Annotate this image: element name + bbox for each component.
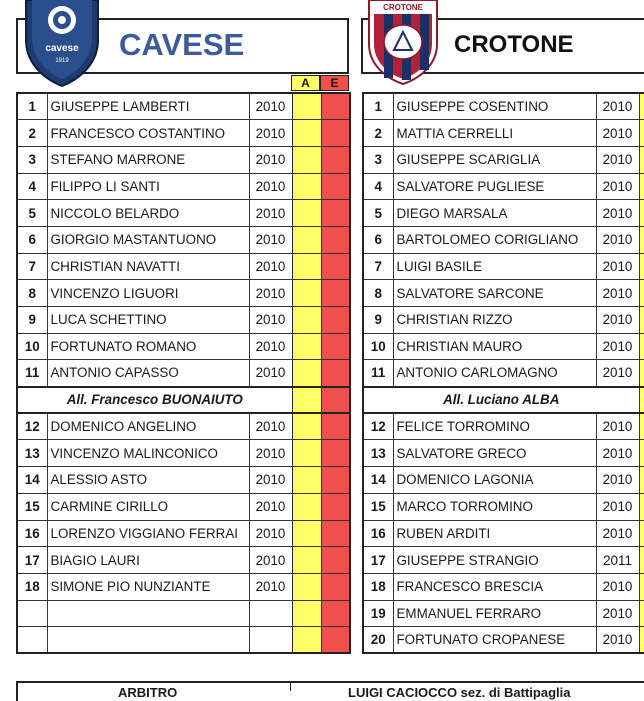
attendance-cell-a <box>292 333 321 360</box>
attendance-cell-a <box>639 93 644 120</box>
player-name: CHRISTIAN MAURO <box>393 333 596 360</box>
attendance-cell-e <box>321 493 350 520</box>
player-name: FILIPPO LI SANTI <box>47 173 249 200</box>
table-row <box>363 600 644 627</box>
player-birth-year: 2010 <box>596 253 639 280</box>
player-birth-year: 2010 <box>249 173 292 200</box>
player-number: 17 <box>363 547 393 574</box>
player-number: 20 <box>363 627 393 654</box>
player-name: VINCENZO MALINCONICO <box>47 440 249 467</box>
player-name: SALVATORE SARCONE <box>393 280 596 307</box>
attendance-cell-a <box>292 253 321 280</box>
cavese-logo <box>22 0 102 88</box>
player-birth-year: 2010 <box>249 280 292 307</box>
coach-row <box>363 387 644 414</box>
player-birth-year: 2010 <box>249 440 292 467</box>
attendance-cell-a <box>639 627 644 654</box>
table-row <box>363 280 644 307</box>
attendance-cell-a <box>639 360 644 387</box>
attendance-cell-e <box>321 333 350 360</box>
player-name: LUIGI BASILE <box>393 253 596 280</box>
table-row <box>17 627 350 654</box>
attendance-cell-e <box>321 280 350 307</box>
attendance-cell-a <box>639 547 644 574</box>
player-name: FORTUNATO CROPANESE <box>393 627 596 654</box>
player-number: 7 <box>17 253 47 280</box>
attendance-cell-a <box>292 520 321 547</box>
player-name: LORENZO VIGGIANO FERRAI <box>47 520 249 547</box>
player-number: 1 <box>17 93 47 120</box>
attendance-cell-a <box>292 573 321 600</box>
table-row <box>17 413 350 440</box>
player-number: 6 <box>17 226 47 253</box>
attendance-cell-a <box>292 467 321 494</box>
player-number: 15 <box>363 493 393 520</box>
player-birth-year: 2010 <box>249 307 292 334</box>
table-row <box>17 573 350 600</box>
attendance-cell-e <box>321 200 350 227</box>
player-number: 16 <box>17 520 47 547</box>
player-name: GIUSEPPE COSENTINO <box>393 93 596 120</box>
player-name <box>47 627 249 654</box>
attendance-cell-a <box>639 226 644 253</box>
player-name: RUBEN ARDITI <box>393 520 596 547</box>
attendance-cell-a <box>639 333 644 360</box>
cavese-logo-text: cavese <box>45 43 79 54</box>
table-row <box>17 93 350 120</box>
player-name: SALVATORE GRECO <box>393 440 596 467</box>
referee-value: LUIGI CACIOCCO sez. di Battipaglia <box>348 685 571 700</box>
player-number: 12 <box>17 413 47 440</box>
player-birth-year: 2010 <box>249 493 292 520</box>
table-row <box>363 226 644 253</box>
attendance-cell-a <box>292 200 321 227</box>
attendance-cell-e <box>321 600 350 627</box>
attendance-cell-a <box>292 226 321 253</box>
attendance-cell-a <box>639 520 644 547</box>
player-birth-year: 2010 <box>596 440 639 467</box>
player-birth-year: 2010 <box>596 333 639 360</box>
table-row <box>363 360 644 387</box>
column-a-header: A <box>291 75 320 91</box>
player-birth-year: 2010 <box>249 226 292 253</box>
player-number: 5 <box>363 200 393 227</box>
player-birth-year: 2010 <box>249 333 292 360</box>
attendance-cell-a <box>639 387 644 414</box>
player-name: STEFANO MARRONE <box>47 146 249 173</box>
attendance-cell-a <box>292 440 321 467</box>
coach-row <box>17 387 350 414</box>
player-number: 13 <box>363 440 393 467</box>
table-row <box>363 146 644 173</box>
attendance-cell-e <box>321 253 350 280</box>
attendance-cell-a <box>639 467 644 494</box>
table-row <box>17 547 350 574</box>
player-birth-year: 2010 <box>596 146 639 173</box>
player-number: 10 <box>363 333 393 360</box>
player-birth-year: 2010 <box>596 307 639 334</box>
coach-name: All. Luciano ALBA <box>363 387 639 414</box>
player-number: 3 <box>17 146 47 173</box>
player-name: GIORGIO MASTANTUONO <box>47 226 249 253</box>
player-number: 17 <box>17 547 47 574</box>
player-name: FORTUNATO ROMANO <box>47 333 249 360</box>
table-row <box>17 520 350 547</box>
table-row <box>17 600 350 627</box>
table-row <box>363 493 644 520</box>
player-name: DOMENICO LAGONIA <box>393 467 596 494</box>
crotone-logo-text: CROTONE <box>383 3 423 12</box>
table-row <box>363 253 644 280</box>
attendance-cell-a <box>639 413 644 440</box>
player-birth-year: 2010 <box>596 573 639 600</box>
player-number: 4 <box>17 173 47 200</box>
player-name <box>47 600 249 627</box>
player-name: SALVATORE PUGLIESE <box>393 173 596 200</box>
away-team-name: CROTONE <box>454 31 574 58</box>
away-roster-table <box>362 92 644 654</box>
player-number: 9 <box>17 307 47 334</box>
table-row <box>17 333 350 360</box>
attendance-cell-a <box>639 440 644 467</box>
player-birth-year: 2010 <box>249 360 292 387</box>
attendance-cell-a <box>639 573 644 600</box>
player-birth-year: 2010 <box>596 467 639 494</box>
player-number: 8 <box>17 280 47 307</box>
player-birth-year: 2010 <box>249 573 292 600</box>
player-birth-year: 2010 <box>596 413 639 440</box>
attendance-cell-e <box>321 120 350 147</box>
table-row <box>17 280 350 307</box>
player-number: 18 <box>17 573 47 600</box>
attendance-cell-a <box>292 173 321 200</box>
player-name: ALESSIO ASTO <box>47 467 249 494</box>
player-birth-year: 2010 <box>249 120 292 147</box>
player-birth-year: 2010 <box>249 93 292 120</box>
attendance-cell-a <box>639 600 644 627</box>
attendance-cell-e <box>321 307 350 334</box>
table-row <box>17 253 350 280</box>
table-row <box>17 493 350 520</box>
attendance-cell-a <box>639 253 644 280</box>
attendance-cell-e <box>321 467 350 494</box>
player-name: FELICE TORROMINO <box>393 413 596 440</box>
player-name: GIUSEPPE LAMBERTI <box>47 93 249 120</box>
player-name: VINCENZO LIGUORI <box>47 280 249 307</box>
attendance-cell-a <box>292 307 321 334</box>
player-birth-year: 2010 <box>249 547 292 574</box>
attendance-cell-a <box>639 493 644 520</box>
player-number <box>17 627 47 654</box>
player-number <box>17 600 47 627</box>
attendance-cell-a <box>639 200 644 227</box>
table-row <box>363 467 644 494</box>
player-name: BIAGIO LAURI <box>47 547 249 574</box>
attendance-cell-e <box>321 226 350 253</box>
attendance-cell-a <box>639 120 644 147</box>
player-number: 18 <box>363 573 393 600</box>
attendance-cell-e <box>321 627 350 654</box>
player-birth-year: 2010 <box>596 226 639 253</box>
player-number: 2 <box>363 120 393 147</box>
table-row <box>363 440 644 467</box>
attendance-cell-a <box>292 93 321 120</box>
player-number: 13 <box>17 440 47 467</box>
table-row <box>363 547 644 574</box>
player-birth-year: 2010 <box>596 493 639 520</box>
attendance-cell-a <box>639 307 644 334</box>
player-number: 6 <box>363 226 393 253</box>
attendance-cell-e <box>321 173 350 200</box>
attendance-cell-a <box>292 360 321 387</box>
attendance-cell-e <box>321 387 350 414</box>
player-birth-year <box>249 627 292 654</box>
cavese-logo-year: 1919 <box>55 58 69 64</box>
attendance-cell-a <box>292 600 321 627</box>
player-number: 8 <box>363 280 393 307</box>
attendance-cell-a <box>292 413 321 440</box>
player-number: 10 <box>17 333 47 360</box>
crotone-logo <box>366 0 440 86</box>
attendance-cell-a <box>292 627 321 654</box>
player-name: NICCOLO BELARDO <box>47 200 249 227</box>
attendance-cell-a <box>292 547 321 574</box>
player-name: LUCA SCHETTINO <box>47 307 249 334</box>
player-name: BARTOLOMEO CORIGLIANO <box>393 226 596 253</box>
player-name: DIEGO MARSALA <box>393 200 596 227</box>
player-number: 19 <box>363 600 393 627</box>
player-name: FRANCESCO BRESCIA <box>393 573 596 600</box>
attendance-cell-a <box>639 173 644 200</box>
coach-name: All. Francesco BUONAIUTO <box>17 387 292 414</box>
home-team-name: CAVESE <box>119 27 245 62</box>
attendance-cell-e <box>321 547 350 574</box>
player-birth-year: 2010 <box>596 200 639 227</box>
attendance-cell-e <box>321 360 350 387</box>
attendance-cell-a <box>292 280 321 307</box>
table-row <box>17 226 350 253</box>
attendance-cell-a <box>292 120 321 147</box>
player-number: 14 <box>17 467 47 494</box>
table-row <box>363 520 644 547</box>
attendance-cell-e <box>321 573 350 600</box>
player-number: 16 <box>363 520 393 547</box>
table-row <box>17 200 350 227</box>
player-number: 1 <box>363 93 393 120</box>
player-number: 11 <box>363 360 393 387</box>
player-birth-year: 2010 <box>249 253 292 280</box>
player-birth-year: 2010 <box>249 467 292 494</box>
table-row <box>363 627 644 654</box>
player-name: ANTONIO CARLOMAGNO <box>393 360 596 387</box>
table-row <box>363 413 644 440</box>
player-name: CHRISTIAN RIZZO <box>393 307 596 334</box>
player-number: 3 <box>363 146 393 173</box>
attendance-cell-a <box>292 146 321 173</box>
referee-row <box>16 681 644 701</box>
attendance-cell-a <box>292 493 321 520</box>
table-row <box>17 360 350 387</box>
player-name: GIUSEPPE STRANGIO <box>393 547 596 574</box>
player-number: 9 <box>363 307 393 334</box>
player-number: 11 <box>17 360 47 387</box>
table-row <box>363 173 644 200</box>
player-name: EMMANUEL FERRARO <box>393 600 596 627</box>
attendance-cell-e <box>321 413 350 440</box>
table-row <box>17 173 350 200</box>
player-birth-year: 2010 <box>249 413 292 440</box>
player-name: DOMENICO ANGELINO <box>47 413 249 440</box>
player-birth-year: 2010 <box>596 93 639 120</box>
player-name: GIUSEPPE SCARIGLIA <box>393 146 596 173</box>
table-row <box>17 307 350 334</box>
player-birth-year: 2010 <box>596 120 639 147</box>
player-number: 7 <box>363 253 393 280</box>
player-birth-year: 2010 <box>249 146 292 173</box>
table-row <box>17 120 350 147</box>
player-name: CARMINE CIRILLO <box>47 493 249 520</box>
table-row <box>363 307 644 334</box>
player-name: FRANCESCO COSTANTINO <box>47 120 249 147</box>
player-number: 5 <box>17 200 47 227</box>
player-name: CHRISTIAN NAVATTI <box>47 253 249 280</box>
player-number: 14 <box>363 467 393 494</box>
player-birth-year: 2010 <box>249 520 292 547</box>
player-birth-year: 2011 <box>596 547 639 574</box>
referee-label: ARBITRO <box>118 685 178 700</box>
player-name: MATTIA CERRELLI <box>393 120 596 147</box>
player-number: 2 <box>17 120 47 147</box>
player-birth-year: 2010 <box>596 627 639 654</box>
attendance-cell-e <box>321 520 350 547</box>
attendance-cell-a <box>639 280 644 307</box>
attendance-cell-a <box>639 146 644 173</box>
attendance-cell-e <box>321 440 350 467</box>
player-birth-year: 2010 <box>596 520 639 547</box>
attendance-cell-e <box>321 146 350 173</box>
column-e-header: E <box>320 75 349 91</box>
player-name: ANTONIO CAPASSO <box>47 360 249 387</box>
home-roster-table <box>16 92 351 654</box>
attendance-cell-a <box>292 387 321 414</box>
player-number: 12 <box>363 413 393 440</box>
attendance-cell-e <box>321 93 350 120</box>
player-number: 4 <box>363 173 393 200</box>
player-birth-year: 2010 <box>596 600 639 627</box>
player-birth-year: 2010 <box>249 200 292 227</box>
table-row <box>17 440 350 467</box>
player-birth-year: 2010 <box>596 360 639 387</box>
table-row <box>363 333 644 360</box>
table-row <box>363 93 644 120</box>
player-birth-year: 2010 <box>596 280 639 307</box>
player-name: MARCO TORROMINO <box>393 493 596 520</box>
player-birth-year <box>249 600 292 627</box>
player-birth-year: 2010 <box>596 173 639 200</box>
table-row <box>363 573 644 600</box>
table-row <box>17 146 350 173</box>
table-row <box>17 467 350 494</box>
table-row <box>363 200 644 227</box>
player-number: 15 <box>17 493 47 520</box>
table-row <box>363 120 644 147</box>
player-name: SIMONE PIO NUNZIANTE <box>47 573 249 600</box>
